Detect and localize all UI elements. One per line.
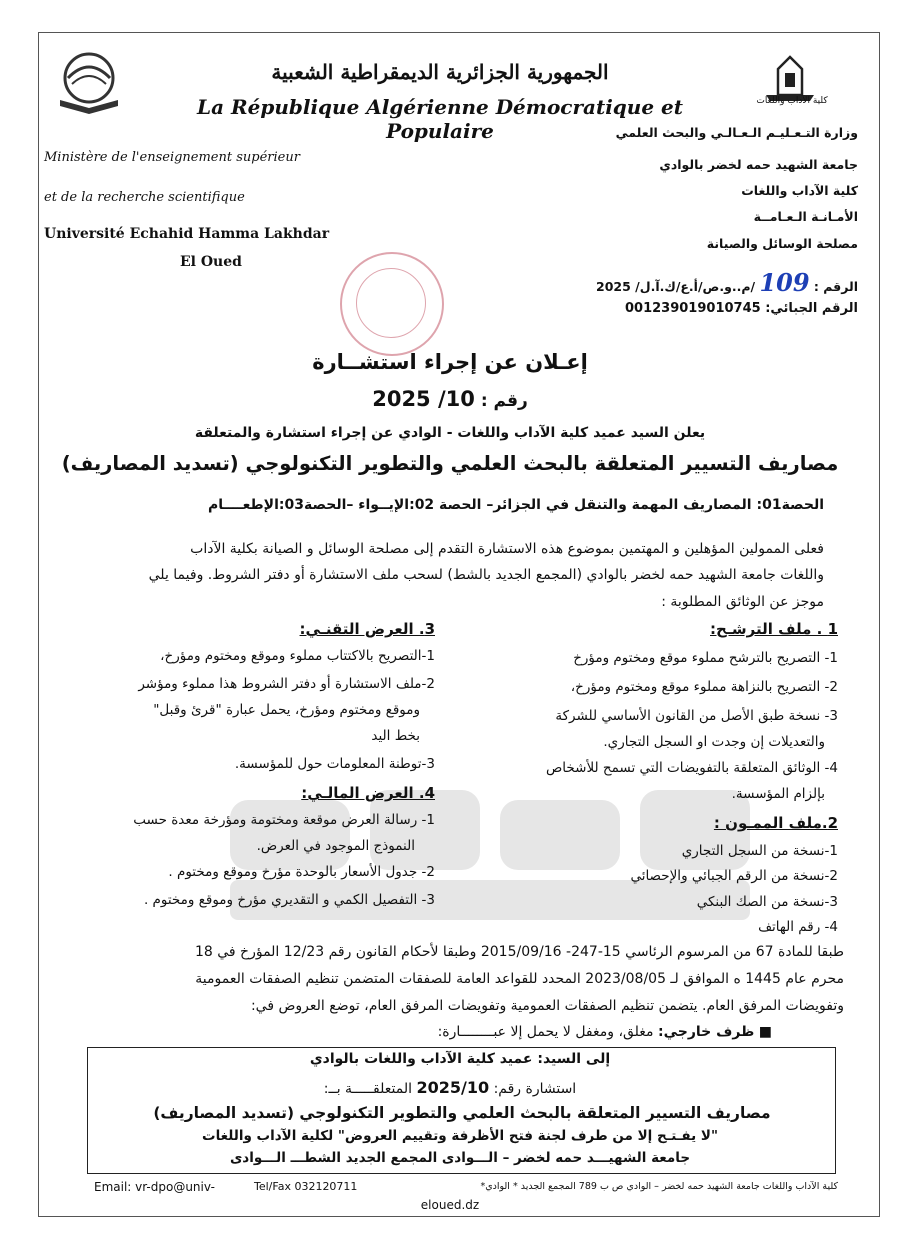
reference-number: 109 (759, 268, 810, 297)
envelope-to: إلى السيد: عميد كلية الآداب واللغات بالوادي (309, 1051, 611, 1067)
announcement-number: رقم : 10/ 2025 (372, 387, 528, 411)
section3-item-2-cont2: بخط اليد (371, 728, 420, 744)
announcement-intro: يعلن السيد عميد كلية الآداب واللغات - الوادي عن إجراء استشارة والمتعلقة (194, 425, 706, 441)
footer-email: Email: vr-dpo@univ- (94, 1180, 215, 1194)
faculty-logo-caption: كلية الآداب واللغات (756, 96, 828, 106)
intro-line-1: فعلى الممولين المؤهلين و المهتمين بموضوع هذه الاستشارة التقدم إلى مصلحة الوسائل و الصيانة بكلية الآداب (190, 541, 824, 557)
section1-item-4-cont: بإلزام المؤسسة. (731, 786, 825, 802)
republic-fr: La République Algérienne Démocratique et Populaire (197, 95, 683, 143)
section1-item-3-cont: والتعديلات إن وجدت او السجل التجاري. (603, 734, 825, 750)
tax-line (560, 301, 858, 316)
section3-title: 3. العرض التقنـي: (299, 620, 435, 638)
section3-item-3: 3-توطنة المعلومات حول للمؤسسة. (234, 756, 435, 772)
section2-item-3: 3-نسخة من الصك البنكي (696, 894, 838, 910)
intro-line-2: واللغات جامعة الشهيد حمه لخضر بالوادي (المجمع الجديد بالشط) لسحب ملف الاستشارة أو دفتر الشروط. وفيما يلي (148, 567, 824, 583)
envelope-subject: مصاريف التسيير المتعلقة بالبحث العلمي والتطوير التكنولوجي (تسديد المصاريف) (153, 1104, 771, 1122)
section2-item-4: 4- رقم الهاتف (758, 919, 838, 935)
tax-label: الرقم الجبائي: (765, 301, 858, 316)
faculty-ar: كلية الآداب واللغات (741, 183, 858, 198)
footer-address: كلية الآداب واللغات جامعة الشهيد حمه لخضر – الوادي ص ب 789 المجمع الجديد * الوادي* (480, 1181, 838, 1192)
section3-item-2-cont: وموقع ومختوم ومؤرخ، يحمل عبارة "قرئ وقبل" (153, 702, 420, 718)
section1-item-3: 3- نسخة طبق الأصل من القانون الأساسي للشركة (555, 708, 838, 724)
ministry-fr-1: Ministère de l'enseignement supérieur (44, 150, 300, 165)
faculty-logo (762, 55, 818, 101)
republic-ar: الجمهورية الجزائرية الديمقراطية الشعبية (271, 60, 609, 84)
reference-suffix: /م..و.ص/أ.ع/ك.آ.ل/ 2025 (596, 279, 756, 294)
footer-telfax: Tel/Fax 032120711 (254, 1180, 358, 1193)
reference-line (560, 268, 858, 297)
university-fr-2: El Oued (180, 254, 242, 270)
section2-item-1: 1-نسخة من السجل التجاري (681, 843, 838, 859)
announcement-lots: الحصة01: المصاريف المهمة والتنقل في الجزائر– الحصة 02:الإيــواء –الحصة03:الإطعــــام (207, 497, 824, 513)
legal-line-2: محرم عام 1445 ه الموافق لـ 2023/08/05 المحدد للقواعد العامة للصفقات المتضمن تنظيم الصفقات العمومية (195, 971, 844, 987)
secretariat-ar: الأمـانـة الـعـامــة (753, 209, 858, 224)
university-ar: جامعة الشهيد حمه لخضر بالوادي (659, 157, 858, 172)
envelope-address: جامعة الشهيـــد حمه لخضر – الـــوادى المجمع الجديد الشطـــ الـــوادى (229, 1150, 691, 1166)
section1-item-1: 1- التصريح بالترشح مملوء موقع ومختوم ومؤرخ (573, 650, 838, 666)
section1-title: 1 . ملف الترشـح: (710, 620, 838, 638)
official-stamp (340, 252, 444, 356)
ministry-ar: وزارة التـعـليـم الـعـالـي والبحث العلمي (615, 125, 858, 140)
section1-item-2: 2- التصريح بالنزاهة مملوء موقع ومختوم ومؤرخ، (570, 679, 838, 695)
tax-number: 001239019010745 (624, 301, 761, 316)
section4-item-1: 1- رسالة العرض موقعة ومختومة ومؤرخة معدة حسب (133, 812, 435, 828)
legal-line-3: وتفويضات المرفق العام. يتضمن تنظيم الصفقات العمومية وتفويضات المرفق العام، توضع العروض في: (250, 998, 844, 1014)
section3-item-1: 1-التصريح بالاكتتاب مملوء وموقع ومختوم ومؤرخ، (160, 648, 435, 664)
reference-prefix: الرقم : (813, 279, 858, 294)
envelope-text: مغلق، ومغفل لا يحمل إلا عبــــــــارة: (437, 1024, 654, 1040)
envelope-consult: استشارة رقم: 2025/10 المتعلقـــــة بــ: (323, 1078, 577, 1097)
section4-item-2: 2- جدول الأسعار بالوحدة مؤرخ وموقع ومختوم . (168, 864, 435, 880)
intro-line-3: موجز عن الوثائق المطلوبة : (661, 594, 824, 610)
university-logo (50, 48, 128, 120)
section2-title: 2.ملف الممـون : (713, 814, 838, 832)
service-ar: مصلحة الوسائل والصيانة (706, 236, 858, 251)
section1-item-4: 4- الوثائق المتعلقة بالتفويضات التي تسمح للأشخاص (545, 760, 838, 776)
section4-item-3: 3- التفصيل الكمي و التقديري مؤرخ وموقع ومختوم . (143, 892, 435, 908)
ministry-fr-2: et de la recherche scientifique (44, 190, 245, 205)
envelope-line (300, 1024, 772, 1040)
announcement-subject: مصاريف التسيير المتعلقة بالبحث العلمي والتطوير التكنولوجي (تسديد المصاريف) (61, 452, 839, 475)
announcement-title: إعـلان عن إجراء استشــارة (312, 350, 588, 374)
bullet-icon: ■ (758, 1024, 772, 1040)
footer-domain: eloued.dz (420, 1198, 480, 1212)
university-fr-1: Université Echahid Hamma Lakhdar (44, 226, 330, 242)
section3-item-2: 2-ملف الاستشارة أو دفتر الشروط هذا مملوء ومؤشر (138, 676, 435, 692)
legal-line-1: طبقا للمادة 67 من المرسوم الرئاسي 15-247- 2015/09/16 وطبقا لأحكام القانون رقم 12/23 المؤرخ في 18 (194, 944, 844, 960)
section4-title: 4. العرض المالـي: (301, 784, 435, 802)
section4-item-1-cont: النموذج الموجود في العرض. (256, 838, 415, 854)
envelope-notice: "لا يفـتـح إلا من طرف لجنة فتح الأظرفة وتقييم العروض" لكلية الآداب واللغات (202, 1128, 718, 1144)
envelope-label: ظرف خارجي: (658, 1024, 755, 1040)
section2-item-2: 2-نسخة من الرقم الجبائي والإحصائي (630, 868, 838, 884)
